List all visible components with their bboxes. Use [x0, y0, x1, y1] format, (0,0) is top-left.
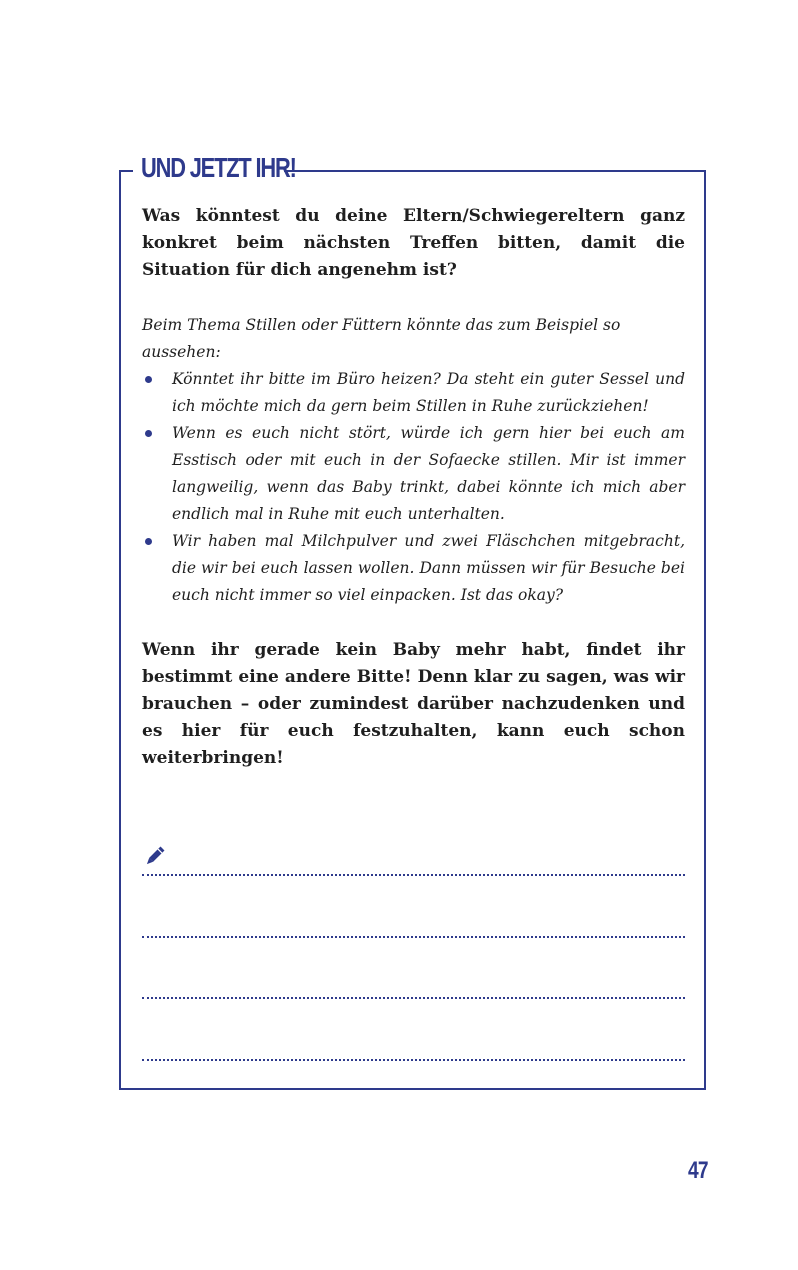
bullet-icon	[145, 376, 152, 383]
list-item	[142, 528, 685, 609]
list-item	[142, 366, 685, 420]
closing-text: Wenn ihr gerade kein Baby mehr habt, findet ihr bestimmt eine andere Bitte! Denn klar zu sagen, was wir brauchen – oder zumindest darüber nachzudenken und es hier für euch festzuhalten, kann euch schon weiterbringen!	[142, 640, 685, 768]
example-list	[142, 366, 685, 609]
bullet-icon	[145, 430, 152, 437]
writing-line[interactable]	[142, 997, 685, 999]
list-item	[142, 420, 685, 528]
list-item-text: Wir haben mal Milchpulver und zwei Fläschchen mitgebracht, die wir bei euch lassen wollen. Dann müssen wir für Besuche bei euch nicht immer so viel einpacken. Ist das okay?	[172, 532, 685, 604]
list-item-text: Wenn es euch nicht stört, würde ich gern hier bei euch am Esstisch oder mit euch in der Sofaecke stillen. Mir ist immer langweilig, wenn das Baby trinkt, dabei könnte ich mich aber endlich mal in Ruhe mit euch unterhalten.	[172, 424, 685, 523]
question-text: Was könntest du deine Eltern/Schwiegereltern ganz konkret beim nächsten Treffen bitten, damit die Situation für dich angenehm ist?	[142, 206, 685, 280]
writing-line[interactable]	[142, 936, 685, 938]
box-content	[142, 203, 685, 772]
pencil-icon	[143, 846, 165, 868]
writing-line[interactable]	[142, 1059, 685, 1061]
intro-text: Beim Thema Stillen oder Füttern könnte das zum Beispiel so aussehen:	[142, 316, 621, 361]
box-title: UND JETZT IHR!	[141, 152, 296, 183]
writing-line[interactable]	[142, 874, 685, 876]
page-number: 47	[688, 1157, 708, 1184]
list-item-text: Könntet ihr bitte im Büro heizen? Da steht ein guter Sessel und ich möchte mich da gern beim Stillen in Ruhe zurückziehen!	[172, 370, 685, 415]
bullet-icon	[145, 538, 152, 545]
